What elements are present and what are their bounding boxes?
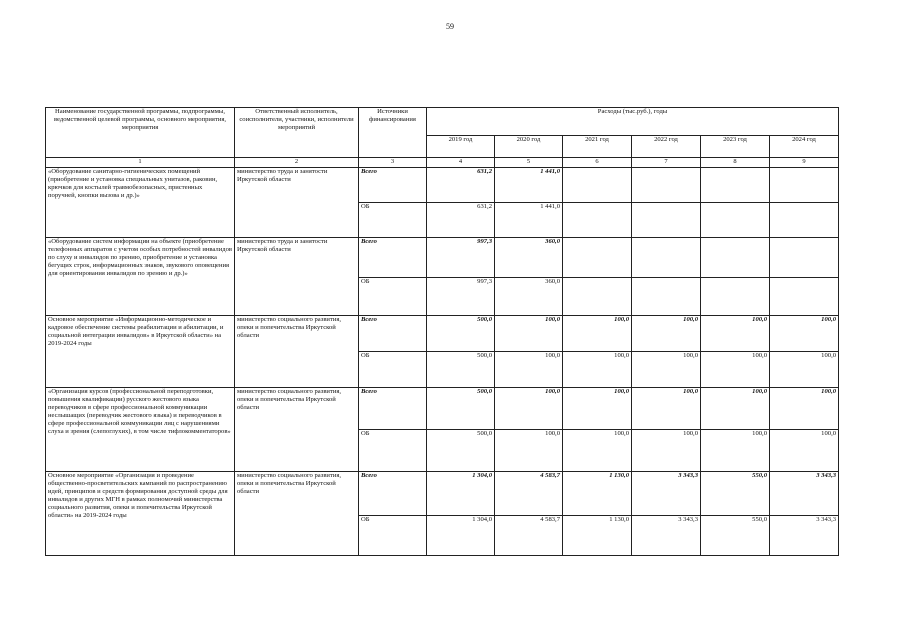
page-number: 59 xyxy=(446,22,454,31)
ob-value: 100,0 xyxy=(495,352,563,388)
total-value: 3 343,3 xyxy=(770,472,839,516)
total-value: 100,0 xyxy=(495,388,563,430)
measure-name: «Оборудование санитарно-гигиенических помещений (приобретение и установка специальных унитазов, раковин, крючков для костылей травмобезопасных, пристенных поручней, кнопки вызова и др.)» xyxy=(46,168,235,238)
header-year: 2019 год xyxy=(427,136,495,158)
total-value: 4 583,7 xyxy=(495,472,563,516)
ob-value: 500,0 xyxy=(427,430,495,472)
executor: министерство труда и занятости Иркутской области xyxy=(235,168,359,238)
ob-value: 3 343,3 xyxy=(632,516,701,556)
ob-value xyxy=(563,278,632,316)
table-row xyxy=(46,472,839,516)
table-row xyxy=(46,168,839,203)
measure-name: «Организация курсов (профессиональной переподготовки, повышения квалификации) русского жестового языка переводчиков в сфере профессиональной коммуникации неслышащих (переводчик жестового языка) и переводчиков в сфере профессиональной коммуникации лиц с нарушениями слуха и зрения (слепоглухих), в том числе тифлокомментаторов» xyxy=(46,388,235,472)
executor: министерство труда и занятости Иркутской области xyxy=(235,238,359,316)
column-number: 4 xyxy=(427,158,495,168)
source-total-label: Всего xyxy=(361,472,377,479)
source-ob-label: ОБ xyxy=(359,352,427,388)
ob-value: 100,0 xyxy=(701,430,770,472)
total-value xyxy=(632,168,701,203)
total-value: 997,3 xyxy=(427,238,495,278)
ob-value: 1 130,0 xyxy=(563,516,632,556)
column-number: 7 xyxy=(632,158,701,168)
column-number: 9 xyxy=(770,158,839,168)
ob-value: 631,2 xyxy=(427,203,495,238)
executor: министерство социального развития, опеки и попечительства Иркутской области xyxy=(235,388,359,472)
table-row xyxy=(46,238,839,278)
source-total-label: Всего xyxy=(361,316,377,323)
executor: министерство социального развития, опеки и попечительства Иркутской области xyxy=(235,472,359,556)
ob-value: 1 441,0 xyxy=(495,203,563,238)
source-total-label: Всего xyxy=(361,238,377,245)
ob-value: 100,0 xyxy=(770,430,839,472)
measure-name: Основное мероприятие «Информационно-методическое и кадровое обеспечение системы реабилитации и абилитации, и социальной интеграции инвалидов» в Иркутской области» на 2019-2024 годы xyxy=(46,316,235,388)
header-year: 2022 год xyxy=(632,136,701,158)
total-value: 100,0 xyxy=(563,388,632,430)
header-expenses: Расходы (тыс.руб.), годы xyxy=(427,108,839,136)
column-number: 8 xyxy=(701,158,770,168)
total-value: 631,2 xyxy=(427,168,495,203)
ob-value: 997,3 xyxy=(427,278,495,316)
total-value xyxy=(563,238,632,278)
ob-value xyxy=(632,278,701,316)
header-name: Наименование государственной программы, подпрограммы, ведомственной целевой программы, основного мероприятия, мероприятия xyxy=(46,108,235,158)
header-year: 2023 год xyxy=(701,136,770,158)
total-value: 3 343,3 xyxy=(632,472,701,516)
header-year: 2020 год xyxy=(495,136,563,158)
total-value: 100,0 xyxy=(563,316,632,352)
total-value xyxy=(632,238,701,278)
ob-value xyxy=(701,278,770,316)
ob-value xyxy=(770,203,839,238)
total-value xyxy=(770,168,839,203)
ob-value: 100,0 xyxy=(632,430,701,472)
column-number: 2 xyxy=(235,158,359,168)
total-value: 100,0 xyxy=(632,388,701,430)
ob-value: 100,0 xyxy=(701,352,770,388)
total-value: 500,0 xyxy=(427,388,495,430)
column-number: 5 xyxy=(495,158,563,168)
column-number: 3 xyxy=(359,158,427,168)
total-value: 360,0 xyxy=(495,238,563,278)
total-value: 500,0 xyxy=(427,316,495,352)
total-value: 100,0 xyxy=(701,316,770,352)
header-year: 2021 год xyxy=(563,136,632,158)
ob-value: 100,0 xyxy=(563,430,632,472)
total-value: 1 130,0 xyxy=(563,472,632,516)
measure-name: «Оборудование систем информации на объекте (приобретение телефонных аппаратов с учетом особых потребностей инвалидов по слуху и инвалидов по зрению, приобретение и установка бегущих строк, информационных знаков, звукового оповещения для ориентирования инвалидов по зрению и др.)» xyxy=(46,238,235,316)
column-number: 1 xyxy=(46,158,235,168)
header-executor: Ответственный исполнитель, соисполнители, участники, исполнители мероприятий xyxy=(235,108,359,158)
ob-value xyxy=(770,278,839,316)
total-value xyxy=(701,238,770,278)
total-value xyxy=(770,238,839,278)
executor: министерство социального развития, опеки и попечительства Иркутской области xyxy=(235,316,359,388)
total-value: 100,0 xyxy=(495,316,563,352)
source-total-label: Всего xyxy=(361,168,377,175)
ob-value xyxy=(563,203,632,238)
ob-value: 4 583,7 xyxy=(495,516,563,556)
source-total-label: Всего xyxy=(361,388,377,395)
ob-value xyxy=(632,203,701,238)
total-value: 100,0 xyxy=(632,316,701,352)
ob-value: 100,0 xyxy=(770,352,839,388)
ob-value: 3 343,3 xyxy=(770,516,839,556)
total-value: 550,0 xyxy=(701,472,770,516)
header-year: 2024 год xyxy=(770,136,839,158)
total-value xyxy=(701,168,770,203)
ob-value: 500,0 xyxy=(427,352,495,388)
total-value: 1 441,0 xyxy=(495,168,563,203)
ob-value: 1 304,0 xyxy=(427,516,495,556)
source-ob-label: ОБ xyxy=(359,430,427,472)
total-value: 1 304,0 xyxy=(427,472,495,516)
header-source: Источники финансирования xyxy=(359,108,427,158)
budget-table xyxy=(45,107,839,556)
ob-value: 100,0 xyxy=(495,430,563,472)
total-value xyxy=(563,168,632,203)
measure-name: Основное мероприятие «Организация и проведение общественно-просветительских кампаний по распространению идей, принципов и средств формирования доступной среды для инвалидов и других МГН в рамках полномочий министерства социального развития, опеки и попечительства Иркутской области» на 2019-2024 годы xyxy=(46,472,235,556)
total-value: 100,0 xyxy=(770,316,839,352)
column-number: 6 xyxy=(563,158,632,168)
table-row xyxy=(46,388,839,430)
total-value: 100,0 xyxy=(701,388,770,430)
ob-value xyxy=(701,203,770,238)
ob-value: 100,0 xyxy=(563,352,632,388)
source-ob-label: ОБ xyxy=(359,278,427,316)
table-row xyxy=(46,316,839,352)
ob-value: 100,0 xyxy=(632,352,701,388)
source-ob-label: ОБ xyxy=(359,516,427,556)
total-value: 100,0 xyxy=(770,388,839,430)
source-ob-label: ОБ xyxy=(359,203,427,238)
ob-value: 550,0 xyxy=(701,516,770,556)
ob-value: 360,0 xyxy=(495,278,563,316)
